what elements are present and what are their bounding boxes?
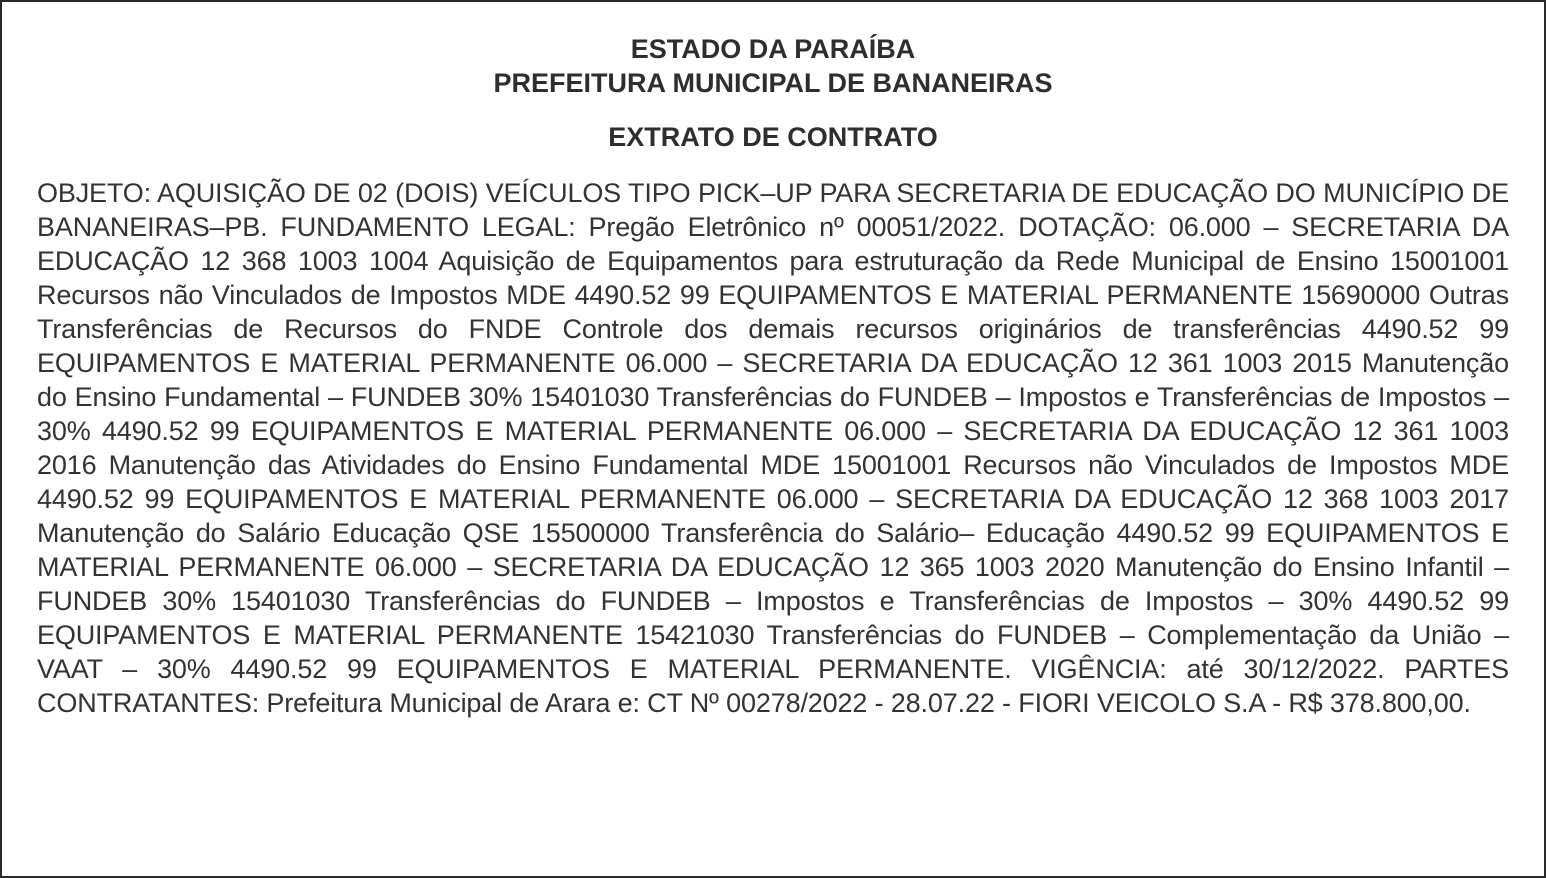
- state-heading: ESTADO DA PARAÍBA: [630, 34, 916, 64]
- document-title: EXTRATO DE CONTRATO: [608, 122, 938, 152]
- contract-body-text: OBJETO: AQUISIÇÃO DE 02 (DOIS) VEÍCULOS TIPO PICK–UP PARA SECRETARIA DE EDUCAÇÃO DO MUNICÍPIO DE BANANEIRAS–PB. FUNDAMENTO LEGAL: Pregão Eletrônico nº 00051/2022. DOTAÇÃO: 06.000 – SECRETARIA DA EDUCAÇÃO 12 368 1003 1004 Aquisição de Equipamentos para estruturação da Rede Municipal de Ensino 15001001 Recursos não Vinculados de Impostos MDE 4490.52 99 EQUIPAMENTOS E MATERIAL PERMANENTE 15690000 Outras Transferências de Recursos do FNDE Controle dos demais recursos originários de transferências 4490.52 99 EQUIPAMENTOS E MATERIAL PERMANENTE 06.000 – SECRETARIA DA EDUCAÇÃO 12 361 1003 2015 Manutenção do Ensino Fundamental – FUNDEB 30% 15401030 Transferências do FUNDEB – Impostos e Transferências de Impostos – 30% 4490.52 99 EQUIPAMENTOS E MATERIAL PERMANENTE 06.000 – SECRETARIA DA EDUCAÇÃO 12 361 1003 2016 Manutenção das Atividades do Ensino Fundamental MDE 15001001 Recursos não Vinculados de Impostos MDE 4490.52 99 EQUIPAMENTOS E MATERIAL PERMANENTE 06.000 – SECRETARIA DA EDUCAÇÃO 12 368 1003 2017 Manutenção do Salário Educação QSE 15500000 Transferência do Salário– Educação 4490.52 99 EQUIPAMENTOS E MATERIAL PERMANENTE 06.000 – SECRETARIA DA EDUCAÇÃO 12 365 1003 2020 Manutenção do Ensino Infantil – FUNDEB 30% 15401030 Transferências do FUNDEB – Impostos e Transferências de Impostos – 30% 4490.52 99 EQUIPAMENTOS E MATERIAL PERMANENTE 15421030 Transferências do FUNDEB – Complementação da União – VAAT – 30% 4490.52 99 EQUIPAMENTOS E MATERIAL PERMANENTE. VIGÊNCIA: até 30/12/2022. PARTES CONTRATANTES: Prefeitura Municipal de Arara e: CT Nº 00278/2022 - 28.07.22 - FIORI VEICOLO S.A - R$ 378.800,00.: [37, 178, 1509, 718]
- municipality-heading: PREFEITURA MUNICIPAL DE BANANEIRAS: [493, 68, 1053, 98]
- document-header: [37, 32, 1509, 100]
